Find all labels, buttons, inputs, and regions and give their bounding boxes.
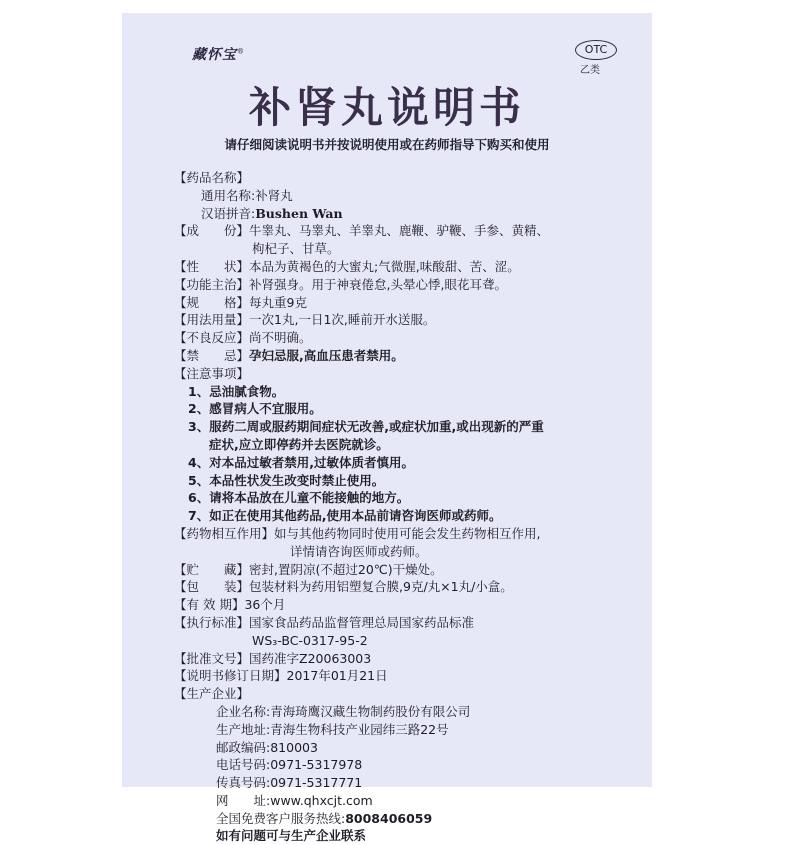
manufacturer-header <box>174 685 644 703</box>
fax-value: 0971-5317771 <box>270 775 363 791</box>
contraindications-value: 孕妇忌服,高血压患者禁用。 <box>249 347 404 363</box>
standard-value: 国家食品药品监督管理总局国家药品标准 <box>249 614 475 630</box>
leaflet-body <box>174 169 644 845</box>
generic-name-label: 通用名称: <box>201 187 256 203</box>
warning-text: 请仔细阅读说明书并按说明使用或在药师指导下购买和使用 <box>224 137 550 152</box>
phone-label: 电话号码: <box>216 757 271 773</box>
character-value: 本品为黄褐色的大蜜丸;气微腥,味酸甜、苦、涩。 <box>249 258 520 274</box>
fax-label: 传真号码: <box>216 775 271 791</box>
package-row <box>174 578 644 596</box>
website-row <box>174 792 644 810</box>
note-item: 6、请将本品放在儿童不能接触的地方。 <box>188 490 410 506</box>
package-label: 【包 装】 <box>174 579 250 595</box>
usage-row <box>174 311 644 329</box>
notes-header <box>174 365 644 383</box>
indications-row <box>174 276 644 294</box>
section-drug-name: 【药品名称】 <box>174 170 250 185</box>
phone-row <box>174 756 644 774</box>
address-label: 生产地址: <box>216 721 271 737</box>
company-name-row <box>174 703 644 721</box>
website-value: www.qhxcjt.com <box>270 792 373 808</box>
generic-name-value: 补肾丸 <box>255 187 293 203</box>
fax-row <box>174 774 644 792</box>
pinyin-value: Bushen Wan <box>255 205 343 221</box>
storage-label: 【贮 藏】 <box>174 561 250 577</box>
validity-value: 36个月 <box>244 597 286 613</box>
address-row <box>174 721 644 739</box>
contraindications-row <box>174 347 644 365</box>
revision-value: 2017年01月21日 <box>286 668 388 684</box>
spec-value: 每丸重9克 <box>249 294 307 310</box>
standard-row <box>174 614 644 632</box>
indications-value: 补肾强身。用于神衰倦怠,头晕心悸,眼花耳聋。 <box>249 276 507 292</box>
storage-value: 密封,置阴凉(不超过20℃)干燥处。 <box>249 561 443 577</box>
registered-mark: ® <box>237 47 245 56</box>
note-item-continued: 症状,应立即停药并去医院就诊。 <box>209 436 389 452</box>
contact-note: 如有问题可与生产企业联系 <box>216 828 367 844</box>
note-item: 4、对本品过敏者禁用,过敏体质者慎用。 <box>188 454 414 470</box>
validity-label: 【有 效 期】 <box>174 597 245 613</box>
validity-row <box>174 596 644 614</box>
interactions-value-2: 详情请咨询医师或药师。 <box>290 543 428 559</box>
adverse-row <box>174 329 644 347</box>
pinyin-row <box>174 205 644 223</box>
character-row <box>174 258 644 276</box>
note-item: 1、忌油腻食物。 <box>188 383 285 399</box>
approval-value: 国药准字Z20063003 <box>249 650 372 666</box>
note-item: 5、本品性状发生改变时禁止使用。 <box>188 472 385 488</box>
phone-value: 0971-5317978 <box>270 757 363 773</box>
address-value: 青海生物科技产业园纬三路22号 <box>270 721 449 737</box>
ingredients-row <box>174 222 644 240</box>
interactions-row-2 <box>174 543 644 561</box>
package-value: 包装材料为药用铝塑复合膜,9克/丸×1丸/小盒。 <box>249 579 513 595</box>
adverse-value: 尚不明确。 <box>249 330 312 346</box>
ingredients-value: 牛睾丸、马睾丸、羊睾丸、鹿鞭、驴鞭、手参、黄精、 <box>249 223 550 239</box>
company-name-label: 企业名称: <box>216 703 271 719</box>
approval-label: 【批准文号】 <box>174 650 250 666</box>
website-label: 网 址: <box>216 792 271 808</box>
note-item: 2、感冒病人不宜服用。 <box>188 401 322 417</box>
hotline-value: 8008406059 <box>345 810 433 826</box>
contraindications-label: 【禁 忌】 <box>174 347 250 363</box>
brand-name: 藏怀宝 <box>192 47 237 63</box>
generic-name-row <box>174 187 644 205</box>
ingredients-label: 【成 份】 <box>174 223 250 239</box>
hotline-label: 全国免费客户服务热线: <box>216 810 346 826</box>
adverse-label: 【不良反应】 <box>174 330 250 346</box>
spec-row <box>174 294 644 312</box>
standard-label: 【执行标准】 <box>174 614 250 630</box>
indications-label: 【功能主治】 <box>174 276 250 292</box>
standard-row-2 <box>174 632 644 650</box>
standard-code: WS₃-BC-0317-95-2 <box>252 632 368 648</box>
otc-class: 乙类 <box>580 65 600 76</box>
brand-logo <box>192 44 245 64</box>
usage-label: 【用法用量】 <box>174 312 250 328</box>
page-title: 补肾丸说明书 <box>248 83 525 132</box>
hotline-row <box>174 810 644 828</box>
usage-value: 一次1丸,一日1次,睡前开水送服。 <box>249 312 436 328</box>
ingredients-row-2 <box>174 240 644 258</box>
storage-row <box>174 561 644 579</box>
interactions-value: 如与其他药物同时使用可能会发生药物相互作用, <box>274 525 541 541</box>
character-label: 【性 状】 <box>174 258 250 274</box>
interactions-row <box>174 525 644 543</box>
revision-row <box>174 667 644 685</box>
spec-label: 【规 格】 <box>174 294 250 310</box>
leaflet-sheet <box>122 13 652 844</box>
approval-row <box>174 650 644 668</box>
zip-label: 邮政编码: <box>216 739 271 755</box>
interactions-label: 【药物相互作用】 <box>174 525 275 541</box>
pinyin-label: 汉语拼音: <box>201 205 256 221</box>
company-name-value: 青海琦鹰汉藏生物制药股份有限公司 <box>270 703 471 719</box>
note-item: 3、服药二周或服药期间症状无改善,或症状加重,或出现新的严重 <box>188 419 544 435</box>
zip-value: 810003 <box>270 739 318 755</box>
note-item: 7、如正在使用其他药品,使用本品前请咨询医师或药师。 <box>188 508 502 524</box>
otc-badge: OTC <box>575 40 617 60</box>
notes-label: 【注意事项】 <box>174 365 250 381</box>
revision-label: 【说明书修订日期】 <box>174 668 287 684</box>
zip-row <box>174 739 644 757</box>
manufacturer-label: 【生产企业】 <box>174 686 250 702</box>
ingredients-value-2: 枸杞子、甘草。 <box>252 241 340 257</box>
